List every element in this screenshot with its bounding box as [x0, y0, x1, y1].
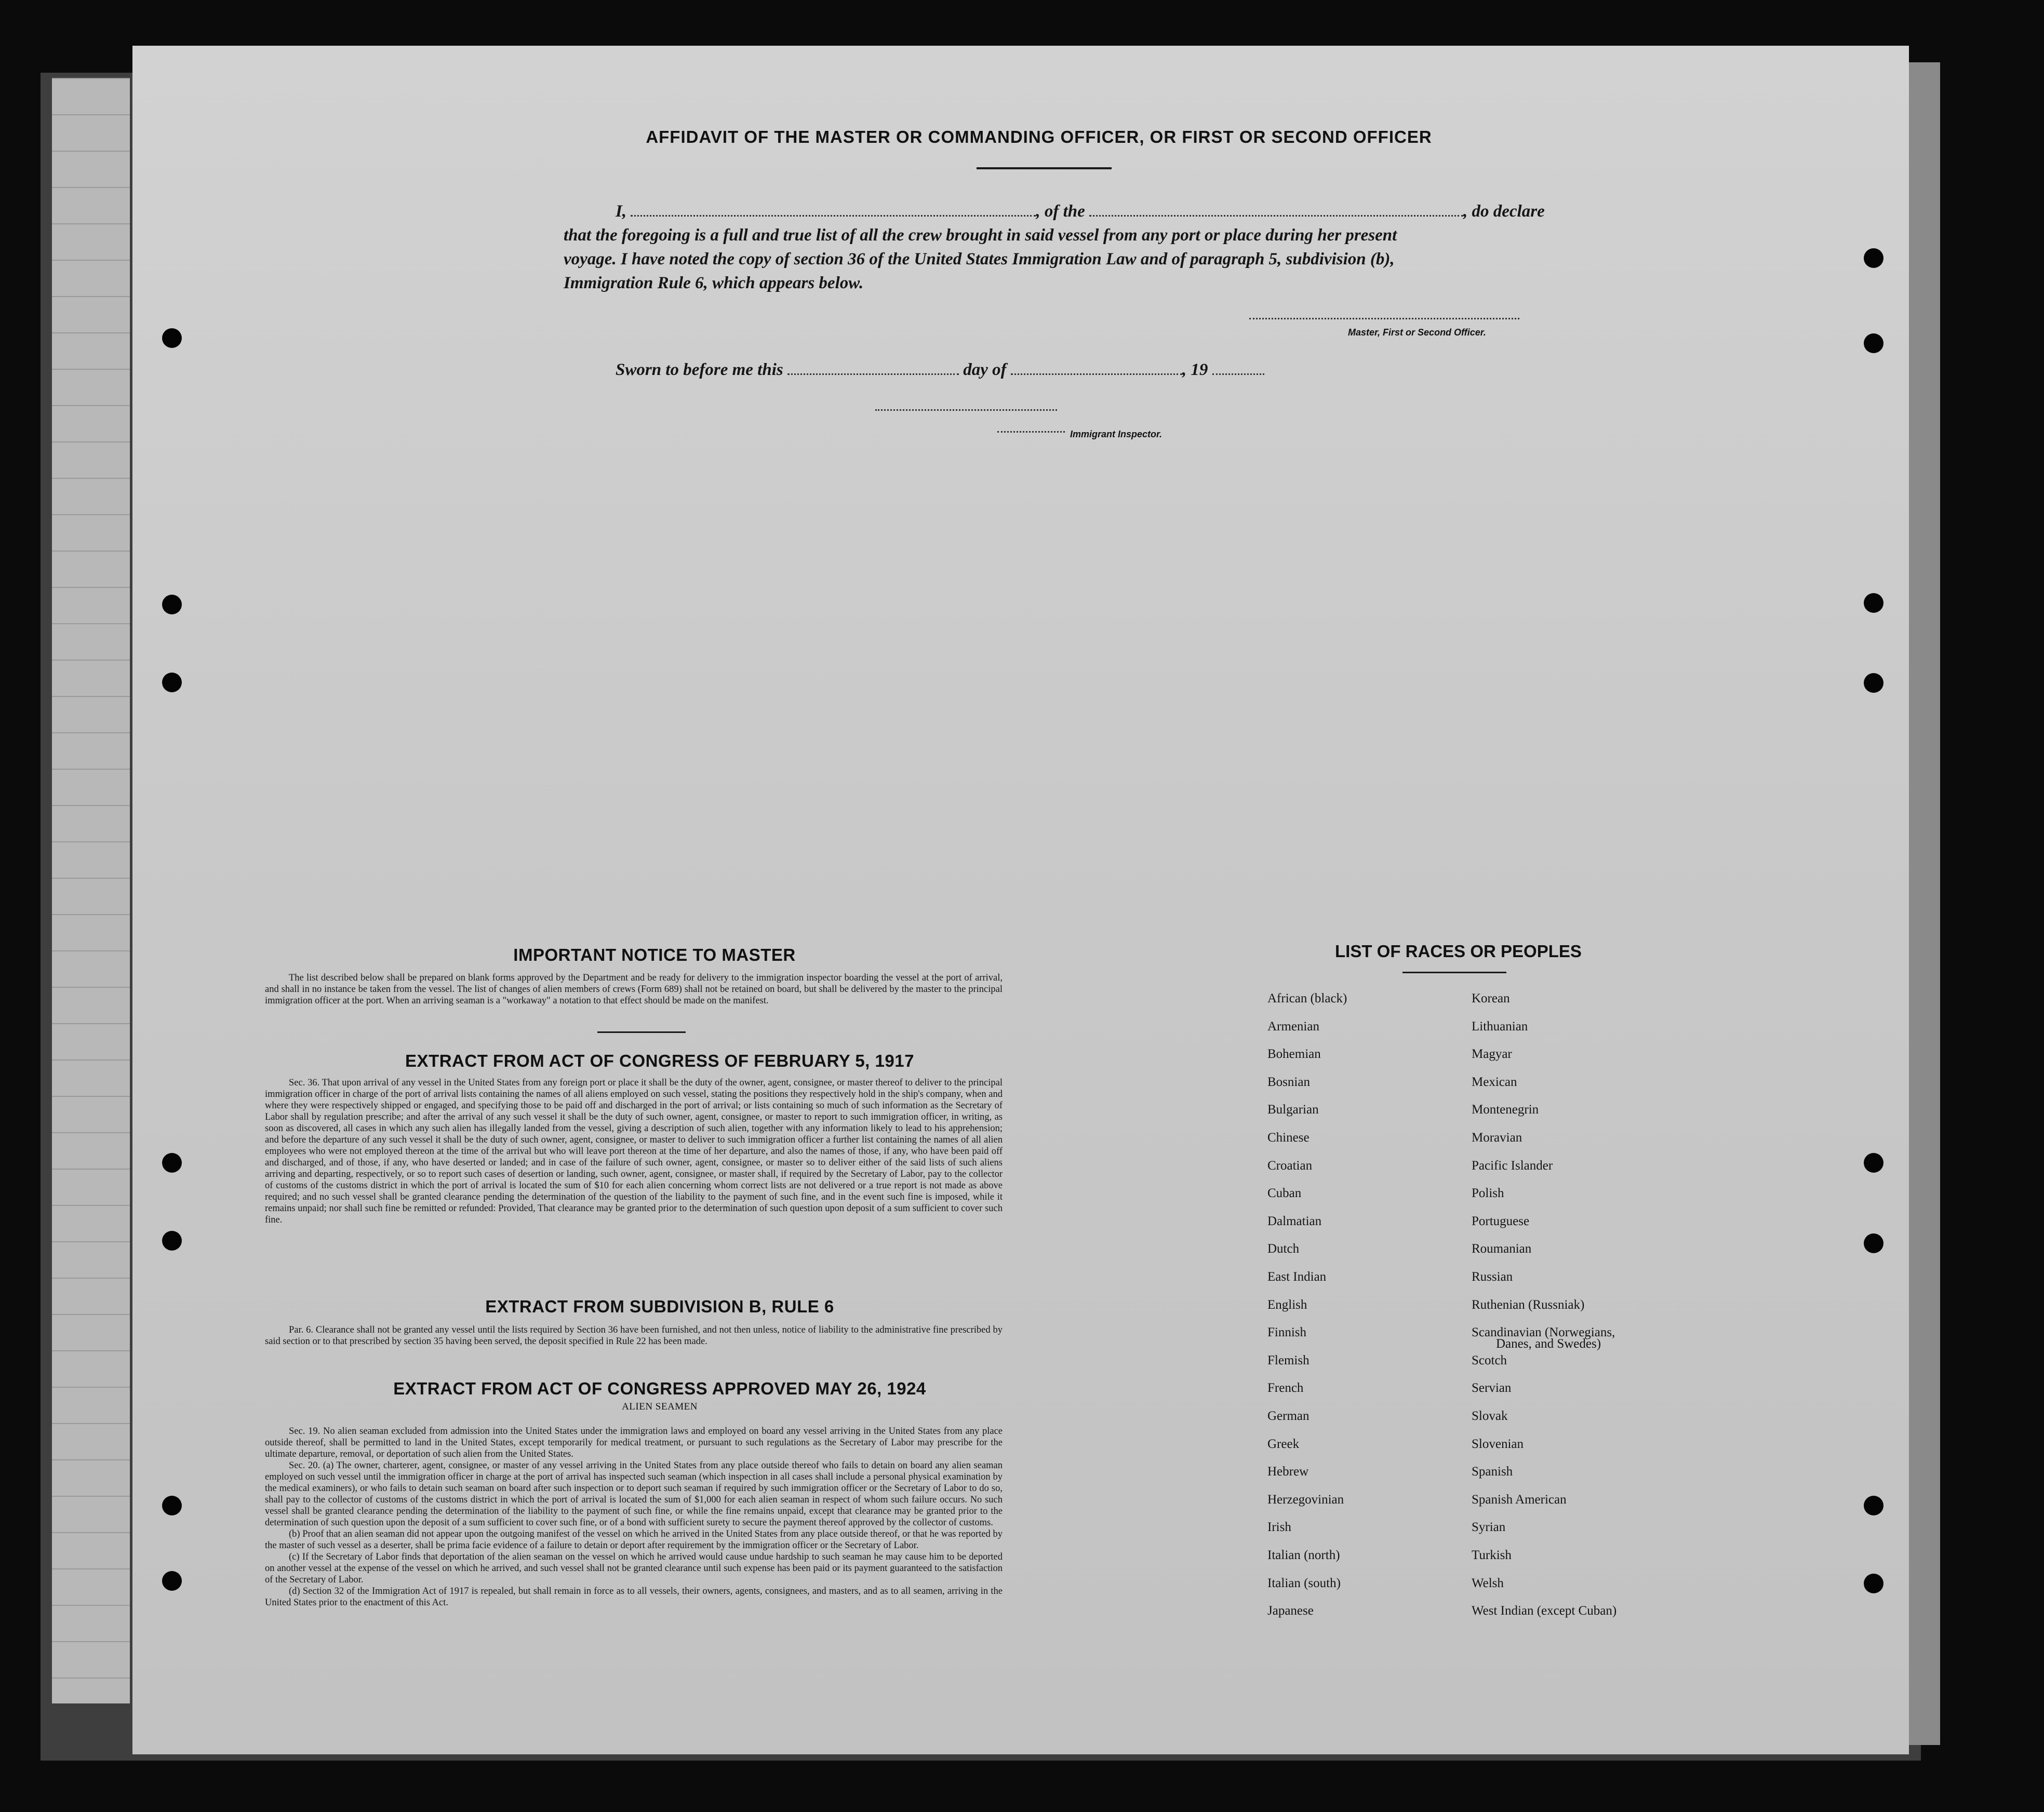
race-item: Bulgarian: [1267, 1103, 1319, 1117]
race-item: Dalmatian: [1267, 1214, 1322, 1228]
inspector-signature-field[interactable]: [875, 409, 1057, 411]
master-caption: Master, First or Second Officer.: [1348, 327, 1486, 338]
extract-1917-paragraph: Sec. 36. That upon arrival of any vessel in the United States from any foreign port or place it shall be the duty of the owner, agent, consignee, or master thereof to deliver to the principal immigration officer in charge of the port of arrival lists containing the names of all aliens employed on such vessel, stating the positions they respectively hold in the ship's company, when and where they were respectively shipped or engaged, and specifying those to be paid off and discharged in the port of arrival; or lists containing so much of such information as the Secretary of Labor shall by regulation prescribe; and after the arrival of any such vessel it shall be the duty of such owner, agent, consignee, or master to report to such immigration officer, in writing, as soon as discovered, all cases in which any such alien has illegally landed from the vessel, giving a description of such alien, together with any information likely to lead to his apprehension; and before the departure of any such vessel it shall be the duty of such owner, agent, consignee, or master to deliver to such immigration officer a further list containing the names of all alien employees who were not employed thereon at the time of the arrival but who will leave port thereon at the time of her departure, and also the names of those, if any, who have been paid off and discharged, and of those, if any, who have deserted or landed; and in case of the failure of such owner, agent, consignee, or master so to deliver either of the said lists of such aliens arriving and departing, respectively, or so to report such cases of desertion or landing, such owner, agent, consignee, or master shall, if required by the Secretary of Labor, pay to the collector of customs of the customs district in which the port of arrival is located the sum of $10 for each alien concerning whom correct lists are not delivered or a true report is not made as above required; and no such vessel shall be granted clearance pending the determination of the question of the liability to the payment of such fine, and in the event such fine is imposed, while it remains unpaid; nor shall such fine be remitted or refunded: Provided, That clearance may be granted prior to the determination of such question upon deposit of a sum sufficient to cover such fine.: [265, 1078, 1003, 1225]
race-item: Italian (north): [1267, 1548, 1340, 1562]
punch-hole: [1864, 1153, 1883, 1173]
punch-hole: [162, 328, 182, 348]
punch-hole: [162, 1153, 182, 1173]
race-item: Japanese: [1267, 1604, 1314, 1618]
race-item: Turkish: [1472, 1548, 1512, 1562]
race-item: Pacific Islander: [1472, 1159, 1553, 1173]
affidavit-line-1: [616, 200, 1545, 223]
sworn-line: [616, 358, 1264, 381]
inspector-caption: Immigrant Inspector.: [1070, 429, 1163, 439]
punch-hole: [162, 673, 182, 692]
race-item: Cuban: [1267, 1186, 1302, 1200]
rule6-title: EXTRACT FROM SUBDIVISION B, RULE 6: [485, 1297, 834, 1316]
race-item: Mexican: [1472, 1075, 1517, 1089]
extract-1924-title: EXTRACT FROM ACT OF CONGRESS APPROVED MAY 26, 1924: [393, 1379, 926, 1398]
race-item: Korean: [1472, 991, 1510, 1005]
affidavit-line-3: voyage. I have noted the copy of section 36 of the United States Immigration Law and of paragraph 5, subdivision (b),: [564, 250, 1395, 269]
extract-1924-paragraph: (d) Section 32 of the Immigration Act of 1917 is repealed, but shall remain in force as to all vessels, their owners, agents, consignees, and masters, and as to all seamen, arriving in the United States prior to the enactment of this Act.: [265, 1586, 1003, 1608]
sworn-year-prefix: , 19: [1182, 360, 1208, 379]
punch-hole: [1864, 1574, 1883, 1593]
inspector-signature-field-2[interactable]: [997, 431, 1065, 433]
rule6-paragraph: Par. 6. Clearance shall not be granted any vessel until the lists required by Section 36 have been furnished, and not then unless, notice of liability to the administrative fine prescribed by said section or to that prescribed by section 35 having been served, the deposit specified in Rule 22 has been made.: [265, 1325, 1003, 1347]
race-item: French: [1267, 1381, 1304, 1395]
sworn-month-field[interactable]: [1011, 373, 1182, 375]
rule6-text: [265, 1324, 1003, 1347]
race-item: Syrian: [1472, 1520, 1506, 1534]
master-signature-field[interactable]: [1249, 318, 1519, 319]
page-edge: [1909, 62, 1940, 1745]
underlying-ledger-page: [52, 78, 130, 1703]
punch-hole: [1864, 1233, 1883, 1253]
title-rule: [977, 167, 1112, 169]
race-item: Armenian: [1267, 1019, 1319, 1033]
extract-1917-text: [265, 1077, 1003, 1226]
punch-hole: [1864, 1496, 1883, 1515]
race-item: West Indian (except Cuban): [1472, 1604, 1617, 1618]
race-item: Irish: [1267, 1520, 1291, 1534]
race-item: Flemish: [1267, 1353, 1310, 1367]
section-rule: [597, 1031, 686, 1033]
vessel-blank-field[interactable]: [1089, 215, 1463, 217]
race-item: Ruthenian (Russniak): [1472, 1298, 1585, 1312]
race-item: Lithuanian: [1472, 1019, 1528, 1033]
race-item: Slovenian: [1472, 1437, 1524, 1451]
sworn-day-field[interactable]: [787, 373, 959, 375]
race-item: Bosnian: [1267, 1075, 1310, 1089]
race-item: Scotch: [1472, 1353, 1507, 1367]
punch-hole: [1864, 248, 1883, 268]
races-title-rule: [1402, 972, 1506, 973]
race-item: East Indian: [1267, 1270, 1327, 1284]
notice-text: [265, 972, 1003, 1006]
extract-1924-paragraph: (c) If the Secretary of Labor finds that deportation of the alien seaman on the vessel on which he arrived would cause undue hardship to such seaman he may cause him to be deported on another vessel at the expense of the vessel on which he arrived, and such vessel shall not be granted clearance until such expense has been paid or its payment guaranteed to the satisfaction of the Secretary of Labor.: [265, 1552, 1003, 1585]
race-item: Greek: [1267, 1437, 1300, 1451]
race-item: African (black): [1267, 991, 1347, 1005]
race-item: Herzegovinian: [1267, 1493, 1344, 1507]
extract-1924-paragraph: (b) Proof that an alien seaman did not appear upon the outgoing manifest of the vessel on which he arrived in the United States from any place outside thereof, or that he was reported by the master of such vessel as a deserter, shall be prima facie evidence of a failure to detain or deport after requirement by the immigration officer or the Secretary of Labor.: [265, 1529, 1003, 1551]
race-item: English: [1267, 1298, 1307, 1312]
race-item: Italian (south): [1267, 1576, 1341, 1590]
race-item: Polish: [1472, 1186, 1504, 1200]
sworn-text: Sworn to before me this: [616, 360, 783, 379]
race-item: Slovak: [1472, 1409, 1508, 1423]
sworn-year-field[interactable]: [1212, 373, 1264, 375]
affidavit-of-the: , of the: [1036, 202, 1085, 221]
punch-hole: [162, 1496, 182, 1515]
affidavit-i: I,: [616, 202, 627, 221]
race-item: Portuguese: [1472, 1214, 1530, 1228]
punch-hole: [162, 1231, 182, 1251]
extract-1924-paragraph: Sec. 19. No alien seaman excluded from admission into the United States under the immigration laws and employed on board any vessel arriving in the United States from any place outside thereof, shall be permitted to land in the United States, except temporarily for medical treatment, or pursuant to such regulations as the Secretary of Labor may prescribe for the ultimate departure, removal, or deportation of such alien from the United States.: [265, 1426, 1003, 1459]
punch-hole: [1864, 333, 1883, 353]
affidavit-line-2: that the foregoing is a full and true list of all the crew brought in said vessel from any port or place during her present: [564, 226, 1397, 245]
punch-hole: [162, 595, 182, 614]
punch-hole: [1864, 673, 1883, 693]
race-item: Hebrew: [1267, 1465, 1309, 1479]
race-item: Magyar: [1472, 1047, 1512, 1061]
notice-paragraph: The list described below shall be prepared on blank forms approved by the Department and be ready for delivery to the immigration inspector boarding the vessel at the port of arrival, and shall in no instance be taken from the vessel. The list of changes of alien members of crews (Form 689) shall not be retained on board, but shall be delivered by the master to the principal immigration officer at the port. When an arriving seaman is a "workaway" a notation to that effect should be made on the manifest.: [265, 973, 1003, 1006]
punch-hole: [1864, 593, 1883, 613]
extract-1917-title: EXTRACT FROM ACT OF CONGRESS OF FEBRUARY 5, 1917: [405, 1051, 914, 1070]
affidavit-line-4: Immigration Rule 6, which appears below.: [564, 274, 864, 292]
race-item: Welsh: [1472, 1576, 1504, 1590]
race-item: Dutch: [1267, 1242, 1300, 1256]
race-item: Bohemian: [1267, 1047, 1321, 1061]
alien-seamen-subtitle: ALIEN SEAMEN: [622, 1401, 698, 1412]
race-item: Spanish American: [1472, 1493, 1567, 1507]
race-item: Montenegrin: [1472, 1103, 1539, 1117]
extract-1924-text: [265, 1426, 1003, 1608]
notice-title: IMPORTANT NOTICE TO MASTER: [513, 945, 796, 964]
affidavit-title: AFFIDAVIT OF THE MASTER OR COMMANDING OFFICER, OR FIRST OR SECOND OFFICER: [646, 127, 1432, 146]
punch-hole: [162, 1571, 182, 1591]
name-blank-field[interactable]: [631, 215, 1036, 217]
race-item: Chinese: [1267, 1131, 1310, 1145]
affidavit-declare: , do declare: [1463, 202, 1545, 221]
race-item: Russian: [1472, 1270, 1513, 1284]
race-item: Servian: [1472, 1381, 1512, 1395]
extract-1924-paragraph: Sec. 20. (a) The owner, charterer, agent, consignee, or master of any vessel arriving in the United States from any place outside thereof who fails to detain on board any alien seaman employed on such vessel until the immigration officer in charge at the port of arrival has inspected such seaman (which inspection in all cases shall include a personal physical examination by the medical examiners), or who fails to detain such seaman on board after such inspection or to deport such seaman if required by such immigration officer or the Secretary of Labor to do so, shall pay to the collector of customs of the customs district in which the port of arrival is located the sum of $1,000 for each alien seaman in respect of whom such failure occurs. No such vessel shall be granted clearance pending the determination of the liability to the payment of such fine, or while the fine remains unpaid, except that clearance may be granted prior to the determination of such question upon the deposit of a sum sufficient to cover such fine, or of a bond with sufficient surety to secure the payment thereof approved by the collector of customs.: [265, 1460, 1003, 1528]
race-item: Spanish: [1472, 1465, 1513, 1479]
race-item: Roumanian: [1472, 1242, 1532, 1256]
race-item: Croatian: [1267, 1159, 1313, 1173]
race-item: Finnish: [1267, 1325, 1307, 1339]
race-item-continued: Danes, and Swedes): [1496, 1337, 1601, 1351]
race-item: Moravian: [1472, 1131, 1522, 1145]
sworn-day-of: day of: [963, 360, 1007, 379]
race-item: Scandinavian (Norwegians,: [1472, 1325, 1615, 1339]
races-title: LIST OF RACES OR PEOPLES: [1335, 942, 1582, 961]
race-item: German: [1267, 1409, 1310, 1423]
